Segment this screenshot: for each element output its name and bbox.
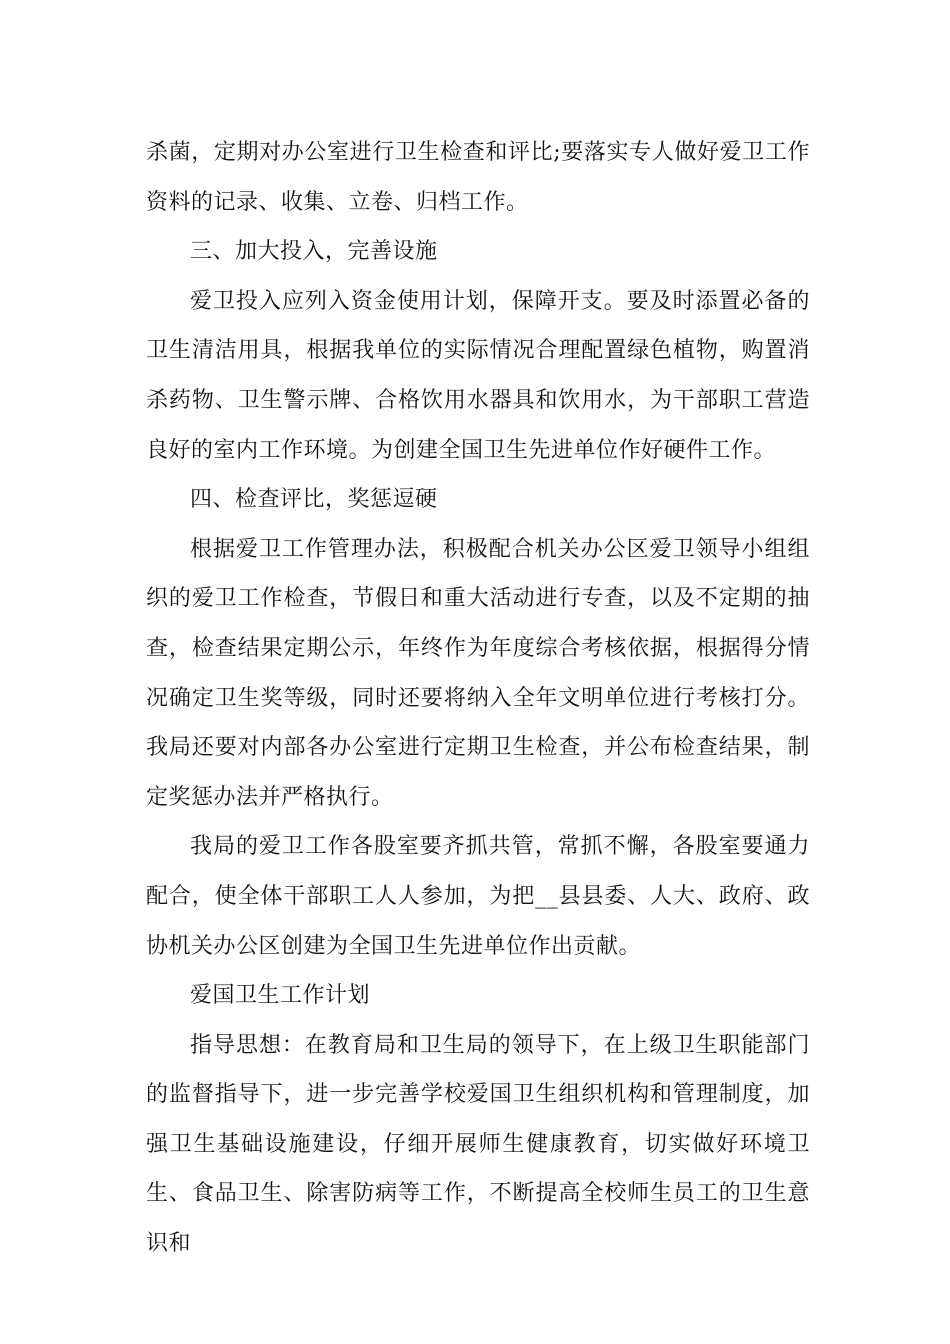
section-heading-4: 四、检查评比，奖惩逗硬 xyxy=(190,487,438,513)
paragraph-guiding-thought: 指导思想：在教育局和卫生局的领导下，在上级卫生职能部门的监督指导下，进一步完善学校爱国卫生组织机构和管理制度，加强卫生基础设施建设，仔细开展师生健康教育，切实做好环境卫生、食品卫生、除害防病等工作，不断提高全校师生员工的卫生意识和 xyxy=(146,1032,810,1257)
paragraph-inspection: 根据爱卫工作管理办法，积极配合机关办公区爱卫领导小组组织的爱卫工作检查，节假日和重大活动进行专查，以及不定期的抽查，检查结果定期公示，年终作为年度综合考核依据，根据得分情况确定卫生奖等级，同时还要将纳入全年文明单位进行考核打分。我局还要对内部各办公室进行定期卫生检查，并公布检查结果，制定奖惩办法并严格执行。 xyxy=(146,536,810,810)
plan-title: 爱国卫生工作计划 xyxy=(190,983,371,1009)
section-heading-3: 三、加大投入，完善设施 xyxy=(190,239,438,265)
document-body xyxy=(146,128,810,1269)
paragraph-investment: 爱卫投入应列入资金使用计划，保障开支。要及时添置必备的卫生清洁用具，根据我单位的实际情况合理配置绿色植物，购置消杀药物、卫生警示牌、合格饮用水器具和饮用水，为干部职工营造良好的室内工作环境。为创建全国卫生先进单位作好硬件工作。 xyxy=(146,288,810,463)
paragraph-conclusion: 我局的爱卫工作各股室要齐抓共管，常抓不懈，各股室要通力配合，使全体干部职工人人参加，为把__县县委、人大、政府、政协机关办公区创建为全国卫生先进单位作出贡献。 xyxy=(146,834,810,959)
paragraph-continuation: 杀菌，定期对办公室进行卫生检查和评比;要落实专人做好爱卫工作资料的记录、收集、立卷、归档工作。 xyxy=(146,140,810,215)
